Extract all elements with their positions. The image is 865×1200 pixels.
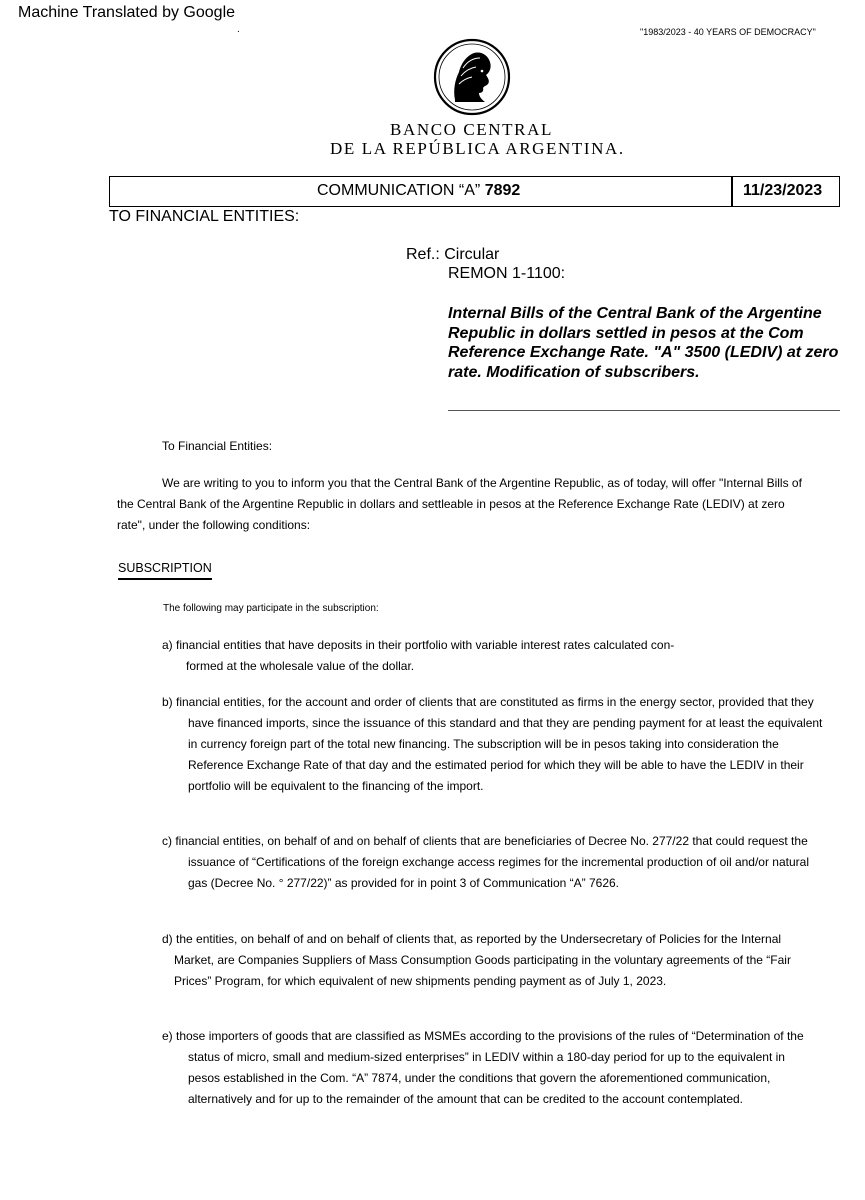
list-item-d — [162, 929, 852, 992]
item-line: c) financial entities, on behalf of and on behalf of clients that are beneficiaries of Decree No. 277/22 that could request the — [162, 834, 808, 848]
subject-line: Republic in dollars settled in pesos at the Com — [448, 324, 804, 342]
item-line: pesos established in the Com. “A” 7874, under the conditions that govern the aforementioned communication, — [188, 1071, 771, 1085]
list-item-e — [162, 1026, 852, 1110]
reference-line2: REMON 1-1100: — [448, 265, 566, 282]
subject — [448, 304, 853, 382]
item-line: formed at the wholesale value of the dollar. — [186, 659, 415, 673]
item-line: Reference Exchange Rate of that day and the estimated period for which they will be able to have the LEDIV in their — [188, 758, 804, 772]
communication-title — [317, 182, 520, 200]
intro-paragraph — [117, 473, 847, 536]
communication-prefix: COMMUNICATION “A” — [317, 182, 485, 199]
item-line: issuance of “Certifications of the foreign exchange access regimes for the incremental production of oil and/or natural — [188, 855, 809, 869]
item-line: Market, are Companies Suppliers of Mass Consumption Goods participating in the voluntary agreements of the “Fair — [174, 953, 791, 967]
bank-name-line2: DE LA REPÚBLICA ARGENTINA. — [330, 139, 625, 158]
item-line: b) financial entities, for the account and order of clients that are constituted as firms in the energy sector, provided that they — [162, 695, 814, 709]
header-divider — [731, 177, 733, 206]
stray-dot: . — [237, 24, 240, 35]
intro-line: rate", under the following conditions: — [117, 518, 311, 532]
item-line: have financed imports, since the issuance of this standard and that they are pending payment for at least the equivalent — [188, 716, 823, 730]
list-item-a — [162, 635, 852, 677]
translation-banner: Machine Translated by Google — [18, 4, 236, 21]
reference-line1: Ref.: Circular — [406, 246, 500, 263]
intro-line: the Central Bank of the Argentine Republic in dollars and settleable in pesos at the Reference Exchange Rate (LEDIV) at zero — [117, 497, 785, 511]
subject-line: Internal Bills of the Central Bank of the Argentine — [448, 305, 822, 322]
greeting: To Financial Entities: — [162, 439, 273, 453]
item-line: alternatively and for up to the remainder of the amount that can be credited to the account contemplated. — [188, 1092, 744, 1106]
addressee: TO FINANCIAL ENTITIES: — [109, 208, 300, 225]
subject-line: Reference Exchange Rate. "A" 3500 (LEDIV) at zero — [448, 344, 839, 361]
item-line: e) those importers of goods that are classified as MSMEs according to the provisions of the rules of “Determination of the — [162, 1029, 804, 1043]
section-heading-subscription: SUBSCRIPTION — [118, 561, 212, 575]
item-line: gas (Decree No. ° 277/22)” as provided for in point 3 of Communication “A” 7626. — [188, 876, 620, 890]
intro-line: We are writing to you to inform you that the Central Bank of the Argentine Republic, as of today, will offer "Internal Bills of — [162, 476, 802, 490]
list-item-b — [162, 692, 852, 797]
subject-line: rate. Modification of subscribers. — [448, 363, 700, 381]
section-heading-underline — [118, 578, 212, 580]
item-line: d) the entities, on behalf of and on behalf of clients that, as reported by the Undersecretary of Policies for the Internal — [162, 932, 782, 946]
democracy-slogan: "1983/2023 - 40 YEARS OF DEMOCRACY" — [640, 27, 816, 37]
participation-note: The following may participate in the subscription: — [163, 603, 379, 614]
communication-date: 11/23/2023 — [743, 182, 823, 199]
bcra-seal-logo — [433, 38, 511, 116]
item-line: Prices” Program, for which equivalent of new shipments pending payment as of July 1, 2023. — [174, 974, 667, 988]
communication-number: 7892 — [484, 182, 521, 199]
item-line: a) financial entities that have deposits in their portfolio with variable interest rates calculated con- — [162, 638, 675, 652]
bank-name-line1: BANCO CENTRAL — [390, 120, 553, 139]
bank-name — [330, 120, 650, 159]
list-item-c — [162, 831, 852, 894]
item-line: portfolio will be equivalent to the financing of the import. — [188, 779, 484, 793]
item-line: in currency foreign part of the total new financing. The subscription will be in pesos taking into consideration the — [188, 737, 779, 751]
communication-header-box — [109, 176, 840, 207]
subject-divider — [448, 410, 840, 411]
item-line: status of micro, small and medium-sized enterprises” in LEDIV within a 180-day period for up to the equivalent in — [188, 1050, 785, 1064]
